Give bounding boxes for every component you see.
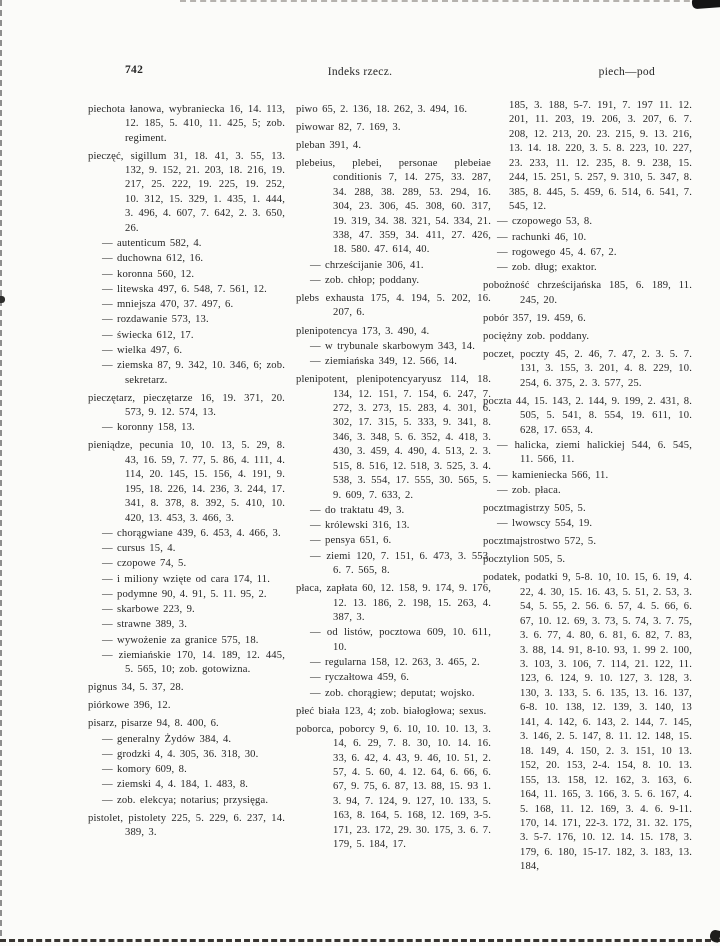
index-entry: piwowar 82, 7. 169, 3. xyxy=(296,121,401,133)
index-entry: piórkowe 396, 12. xyxy=(88,700,171,712)
scan-artifact-top-right-corner xyxy=(692,0,720,9)
index-entry: — ziemiańskie 170, 14. 189, 12. 445, 5. 565, 10; zob. gotowizna. xyxy=(102,649,285,676)
index-entry: — podymne 90, 4. 91, 5. 11. 95, 2. xyxy=(102,588,267,600)
index-entry: — skarbowe 223, 9. xyxy=(102,604,195,616)
index-entry: — do traktatu 49, 3. xyxy=(310,504,405,516)
index-entry: — komory 609, 8. xyxy=(102,764,187,776)
index-entry: — i miliony wzięte od cara 174, 11. xyxy=(102,573,271,585)
index-entry: — czopowego 53, 8. xyxy=(497,216,593,228)
index-entry: — zob. chłop; poddany. xyxy=(310,274,420,286)
guide-word: piech—pod xyxy=(598,66,655,78)
index-entry: płeć biała 123, 4; zob. białogłowa; sexus. xyxy=(296,705,487,717)
index-entry: — ziemska 87, 9. 342, 10. 346, 6; zob. sekretarz. xyxy=(102,360,285,386)
page-number: 742 xyxy=(125,64,144,76)
index-column-1 xyxy=(88,99,285,841)
index-entry: — ryczałtowa 459, 6. xyxy=(310,672,409,684)
page-title: Indeks rzecz. xyxy=(327,66,393,78)
scan-artifact-top-edge xyxy=(180,0,710,2)
index-entry: — wielka 497, 6. xyxy=(102,344,183,356)
index-entry: — świecka 612, 17. xyxy=(102,329,194,341)
index-column-2 xyxy=(296,99,491,853)
index-entry: pieczętarz, pieczętarze 16, 19. 371, 20. 573, 9. 12. 574, 13. xyxy=(88,392,285,419)
index-entry: — koronny 158, 13. xyxy=(102,422,195,434)
index-entry: płaca, zapłata 60, 12. 158, 9. 174, 9. 176, 12. 13. 186, 2. 198, 15. 263, 4. 387, 3. xyxy=(296,583,491,624)
index-entry: — zob. płaca. xyxy=(497,484,561,496)
index-entry: — grodzki 4, 4. 305, 36. 318, 30. xyxy=(102,748,259,760)
index-entry: pistolet, pistolety 225, 5. 229, 6. 237, 14. 389, 3. xyxy=(88,812,285,839)
index-entry: poczta 44, 15. 143, 2. 144, 9. 199, 2. 431, 8. 505, 5. 541, 8. 554, 19. 611, 10. 628, 17. 653, 4. xyxy=(483,395,692,436)
index-entry: podatek, podatki 9, 5-8. 10, 10. 15, 6. 19, 4. 22, 4. 30, 15. 16. 43, 5. 51, 2. 53, 3. 54, 5. 55, 2. 56. 6. 57, 4. 5. 66, 6. 67, 10. 12. 69, 3. 73, 5. 74, 3. 7. 75, 3. 6. 77, 4. 80, 6. 81, 6. 82, 7. 83, 3. 88, 14. 91, 8-10. 93, 1. 99 2. 100, 3. 103, 3. 106, 7. 114, 21. 122, 11. 123, 6. 124, 9. 10. 127, 3. 128, 3. 130, 3. 133, 5. 6. 135, 13. 16. 137, 6-8. 10. 138, 12. 139, 3. 140, 13 141, 4. 142, 6. 143, 2. 144, 7. 145, 3. 146, 2. 5. 147, 8. 11. 12. 148, 15. 18. 149, 4. 150, 2. 3. 151, 10 13. 152, 20. 153, 2-4. 154, 8. 10. 13. 155, 13. 158, 12. 162, 3. 163, 6. 164, 11. 165, 3. 166, 3. 5. 6. 167, 4. 5. 168, 11. 12. 169, 3. 4. 6. 9-11. 170, 14. 171, 22-3. 172, 31. 32. 175, 3. 5-7. 176, 10. 12. 14. 15. 178, 3. 179, 6. 180, 15-17. 182, 3. 183, 13. 184, xyxy=(483,572,692,873)
index-entry: — duchowna 612, 16. xyxy=(102,253,204,265)
scan-artifact-bottom-edge xyxy=(0,939,720,942)
index-entry: pleban 391, 4. xyxy=(296,139,362,151)
index-entry: — wywożenie za granice 575, 18. xyxy=(102,634,259,646)
index-entry: plenipotent, plenipotencyaryusz 114, 18. 134, 12. 151, 7. 154, 6. 247, 7. 272, 3. 273, 15. 283, 4. 301, 6. 302, 17. 315, 5. 333, 9. 341, 8. 346, 3. 348, 5. 6. 352, 4. 418, 3. 430, 3. 459, 4. 490, 4. 513, 2. 3. 515, 8. 516, 12. 518, 3. 525, 3. 4. 538, 3. 554, 17. 555, 30. 565, 5. 9. 609, 7. 633, 2. xyxy=(296,374,491,501)
index-entry: — autenticum 582, 4. xyxy=(102,238,202,250)
index-entry: — zob. elekcya; notarius; przysięga. xyxy=(102,794,269,806)
index-entry: pisarz, pisarze 94, 8. 400, 6. xyxy=(88,718,219,730)
index-entry: — cursus 15, 4. xyxy=(102,543,176,555)
index-entry: — strawne 389, 3. xyxy=(102,619,188,631)
index-entry: — ziemiańska 349, 12. 566, 14. xyxy=(310,356,458,367)
index-entry: piechota łanowa, wybraniecka 16, 14. 113, 12. 185, 5. 410, 11. 425, 5; zob. regiment. xyxy=(88,103,285,144)
index-entry: — od listów, pocztowa 609, 10. 611, 10. xyxy=(310,627,491,653)
index-entry: — ziemi 120, 7. 151, 6. 473, 3. 553, 6. 7. 565, 8. xyxy=(310,550,491,577)
index-entry: plenipotencya 173, 3. 490, 4. xyxy=(296,325,430,337)
index-entry: pociężny zob. poddany. xyxy=(483,330,590,342)
index-entry: — zob. dług; exaktor. xyxy=(497,262,597,274)
index-entry: poczet, poczty 45, 2. 46, 7. 47, 2. 3. 5. 7. 131, 3. 155, 3. 201, 4. 8. 229, 10. 254, 6. 375, 2. 3. 577, 25. xyxy=(483,348,692,389)
index-entry: plebeius, plebei, personae plebeiae conditionis 7, 14. 275, 33. 287, 34. 288, 38. 289, 53. 294, 16. 304, 23. 306, 45. 308, 60. 317, 19. 319, 34. 38. 321, 54. 334, 21. 338, 47. 359, 34. 411, 27. 426, 18. 580. 47. 614, 40. xyxy=(296,157,491,256)
index-entry: 185, 3. 188, 5-7. 191, 7. 197 11. 12. 201, 11. 203, 19. 206, 3. 207, 6. 7. 208, 12. 213, 20. 23. 215, 9. 13. 216, 13. 14. 18. 220, 3. 5. 8. 223, 10. 227, 23. 233, 11. 12. 235, 8. 9. 238, 15. 244, 15. 251, 5. 257, 9. 310, 5. 347, 8. 385, 8. 445, 5. 459, 6. 514, 6. 541, 7. 545, 12. xyxy=(509,100,692,213)
index-entry: piwo 65, 2. 136, 18. 262, 3. 494, 16. xyxy=(296,103,468,115)
index-entry: — pensya 651, 6. xyxy=(310,535,392,547)
index-entry: — chorągwiane 439, 6. 453, 4. 466, 3. xyxy=(102,527,281,539)
index-entry: — rachunki 46, 10. xyxy=(497,231,587,243)
index-entry: — kamieniecka 566, 11. xyxy=(497,469,609,481)
index-column-3 xyxy=(483,99,692,875)
index-entry: — litewska 497, 6. 548, 7. 561, 12. xyxy=(102,283,267,295)
index-entry: pocztylion 505, 5. xyxy=(483,554,566,566)
index-entry: pignus 34, 5. 37, 28. xyxy=(88,682,184,694)
index-entry: pieniądze, pecunia 10, 10. 13, 5. 29, 8. 43, 16. 59, 7. 77, 5. 86, 4. 111, 4. 114, 20. 145, 15. 156, 4. 191, 9. 195, 18. 226, 14. 236, 3. 244, 17. 341, 8. 378, 8. 392, 5. 410, 10. 420, 13. 453, 3. 466, 3. xyxy=(88,440,285,524)
index-entry: — mniejsza 470, 37. 497, 6. xyxy=(102,299,234,311)
index-entry: pobożność chrześcijańska 185, 6. 189, 11. 245, 20. xyxy=(483,280,692,306)
index-entry: — koronna 560, 12. xyxy=(102,268,195,280)
index-entry: pobór 357, 19. 459, 6. xyxy=(483,312,586,324)
scan-artifact-left-nick xyxy=(0,296,5,303)
index-entry: — lwowscy 554, 19. xyxy=(497,518,593,530)
index-entry: — zob. chorągiew; deputat; wojsko. xyxy=(310,687,475,699)
index-entry: — rozdawanie 573, 13. xyxy=(102,314,209,326)
index-entry: pocztmagistrzy 505, 5. xyxy=(483,502,586,514)
scan-artifact-left-edge xyxy=(0,0,2,936)
index-entry: — regularna 158, 12. 263, 3. 465, 2. xyxy=(310,657,480,669)
index-entry: — czopowe 74, 5. xyxy=(102,558,187,570)
index-entry: — chrześcijanie 306, 41. xyxy=(310,259,424,271)
index-entry: — halicka, ziemi halickiej 544, 6. 545, 11. 566, 11. xyxy=(497,439,692,466)
index-entry: pieczęć, sigillum 31, 18. 41, 3. 55, 13. 132, 9. 152, 21. 203, 18. 216, 19. 217, 25. 222, 19. 225, 19. 252, 10. 312, 15. 329, 1. 435, 1. 444, 3. 496, 4. 607, 7. 642, 2. 3. 650, 26. xyxy=(88,150,285,234)
index-entry: — w trybunale skarbowym 343, 14. xyxy=(310,340,476,352)
index-entry: — generalny Żydów 384, 4. xyxy=(102,733,232,745)
index-entry: — ziemski 4, 4. 184, 1. 483, 8. xyxy=(102,779,249,791)
index-entry: — królewski 316, 13. xyxy=(310,520,410,532)
index-entry: poborca, poborcy 9, 6. 10, 10. 10. 13, 3. 14, 6. 29, 7. 8. 30, 10. 14. 16. 33, 6. 42, 4. 43, 9. 46, 10. 51, 2. 57, 4. 5. 60, 4. 12. 64, 6. 66, 6. 67, 9. 75, 6. 87, 13. 88, 15. 93 1. 3. 94, 7. 124, 9. 127, 10. 133, 5. 163, 8. 164, 5. 168, 12. 169, 3-5. 171, 23. 172, 29. 30. 175, 3. 6. 7. 179, 5. 184, 17. xyxy=(296,723,491,851)
index-entry: pocztmajstrostwo 572, 5. xyxy=(483,536,597,548)
index-entry: — rogowego 45, 4. 67, 2. xyxy=(497,246,617,258)
index-entry: plebs exhausta 175, 4. 194, 5. 202, 16. 207, 6. xyxy=(296,293,491,319)
